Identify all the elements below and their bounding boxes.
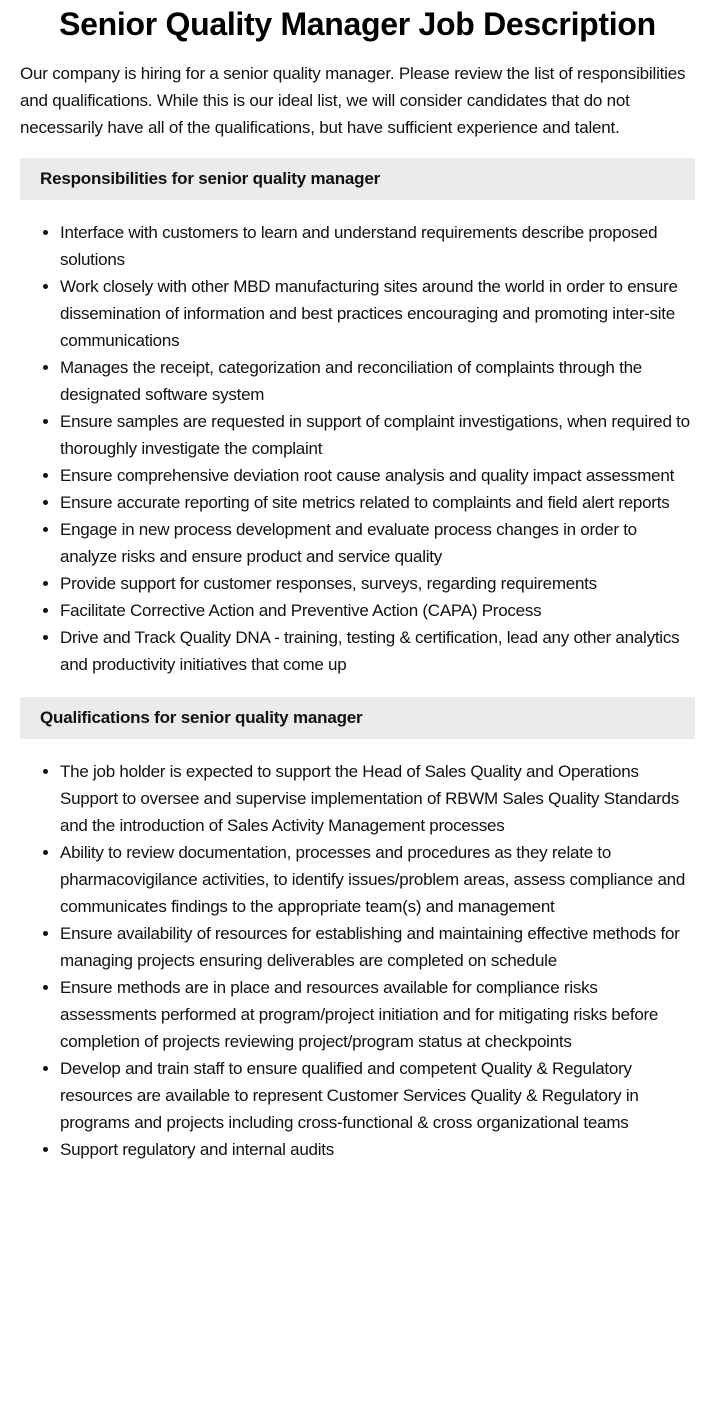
intro-paragraph: Our company is hiring for a senior quality manager. Please review the list of responsibilities and qualifications. While this is our ideal list, we will consider candidates that do not necessarily have all of the qualifications, but have sufficient experience and talent.	[20, 64, 686, 137]
list-item: • Ensure availability of resources for establishing and maintaining effective methods for managing projects ensuring deliverables are completed on schedule	[60, 920, 695, 974]
list-item: • Ensure methods are in place and resources available for compliance risks assessments performed at program/project initiation and for mitigating risks before completion of projects reviewing project/program status at checkpoints	[60, 974, 695, 1055]
responsibilities-heading: Responsibilities for senior quality manager	[20, 158, 695, 200]
responsibilities-list	[20, 219, 695, 678]
list-item: • Ability to review documentation, processes and procedures as they relate to pharmacovigilance activities, to identify issues/problem areas, assess compliance and communicates findings to the appropriate team(s) and management	[60, 839, 695, 920]
qualifications-list	[20, 758, 695, 1163]
list-item: • Work closely with other MBD manufacturing sites around the world in order to ensure dissemination of information and best practices encouraging and promoting inter-site communications	[60, 273, 695, 354]
qualifications-heading: Qualifications for senior quality manager	[20, 697, 695, 739]
list-item: • Support regulatory and internal audits	[60, 1136, 695, 1163]
list-item: • Ensure accurate reporting of site metrics related to complaints and field alert reports	[60, 489, 695, 516]
list-item: • Develop and train staff to ensure qualified and competent Quality & Regulatory resources are available to represent Customer Services Quality & Regulatory in programs and projects including cross-functional & cross organizational teams	[60, 1055, 695, 1136]
list-item: • Ensure samples are requested in support of complaint investigations, when required to thoroughly investigate the complaint	[60, 408, 695, 462]
list-item: • Drive and Track Quality DNA - training, testing & certification, lead any other analytics and productivity initiatives that come up	[60, 624, 695, 678]
list-item: • The job holder is expected to support the Head of Sales Quality and Operations Support to oversee and supervise implementation of RBWM Sales Quality Standards and the introduction of Sales Activity Management processes	[60, 758, 695, 839]
list-item: • Manages the receipt, categorization and reconciliation of complaints through the designated software system	[60, 354, 695, 408]
list-item: • Provide support for customer responses, surveys, regarding requirements	[60, 570, 695, 597]
list-item: • Ensure comprehensive deviation root cause analysis and quality impact assessment	[60, 462, 695, 489]
list-item: • Engage in new process development and evaluate process changes in order to analyze risks and ensure product and service quality	[60, 516, 695, 570]
list-item: • Interface with customers to learn and understand requirements describe proposed solutions	[60, 219, 695, 273]
list-item: • Facilitate Corrective Action and Preventive Action (CAPA) Process	[60, 597, 695, 624]
page-title: Senior Quality Manager Job Description	[59, 6, 656, 42]
